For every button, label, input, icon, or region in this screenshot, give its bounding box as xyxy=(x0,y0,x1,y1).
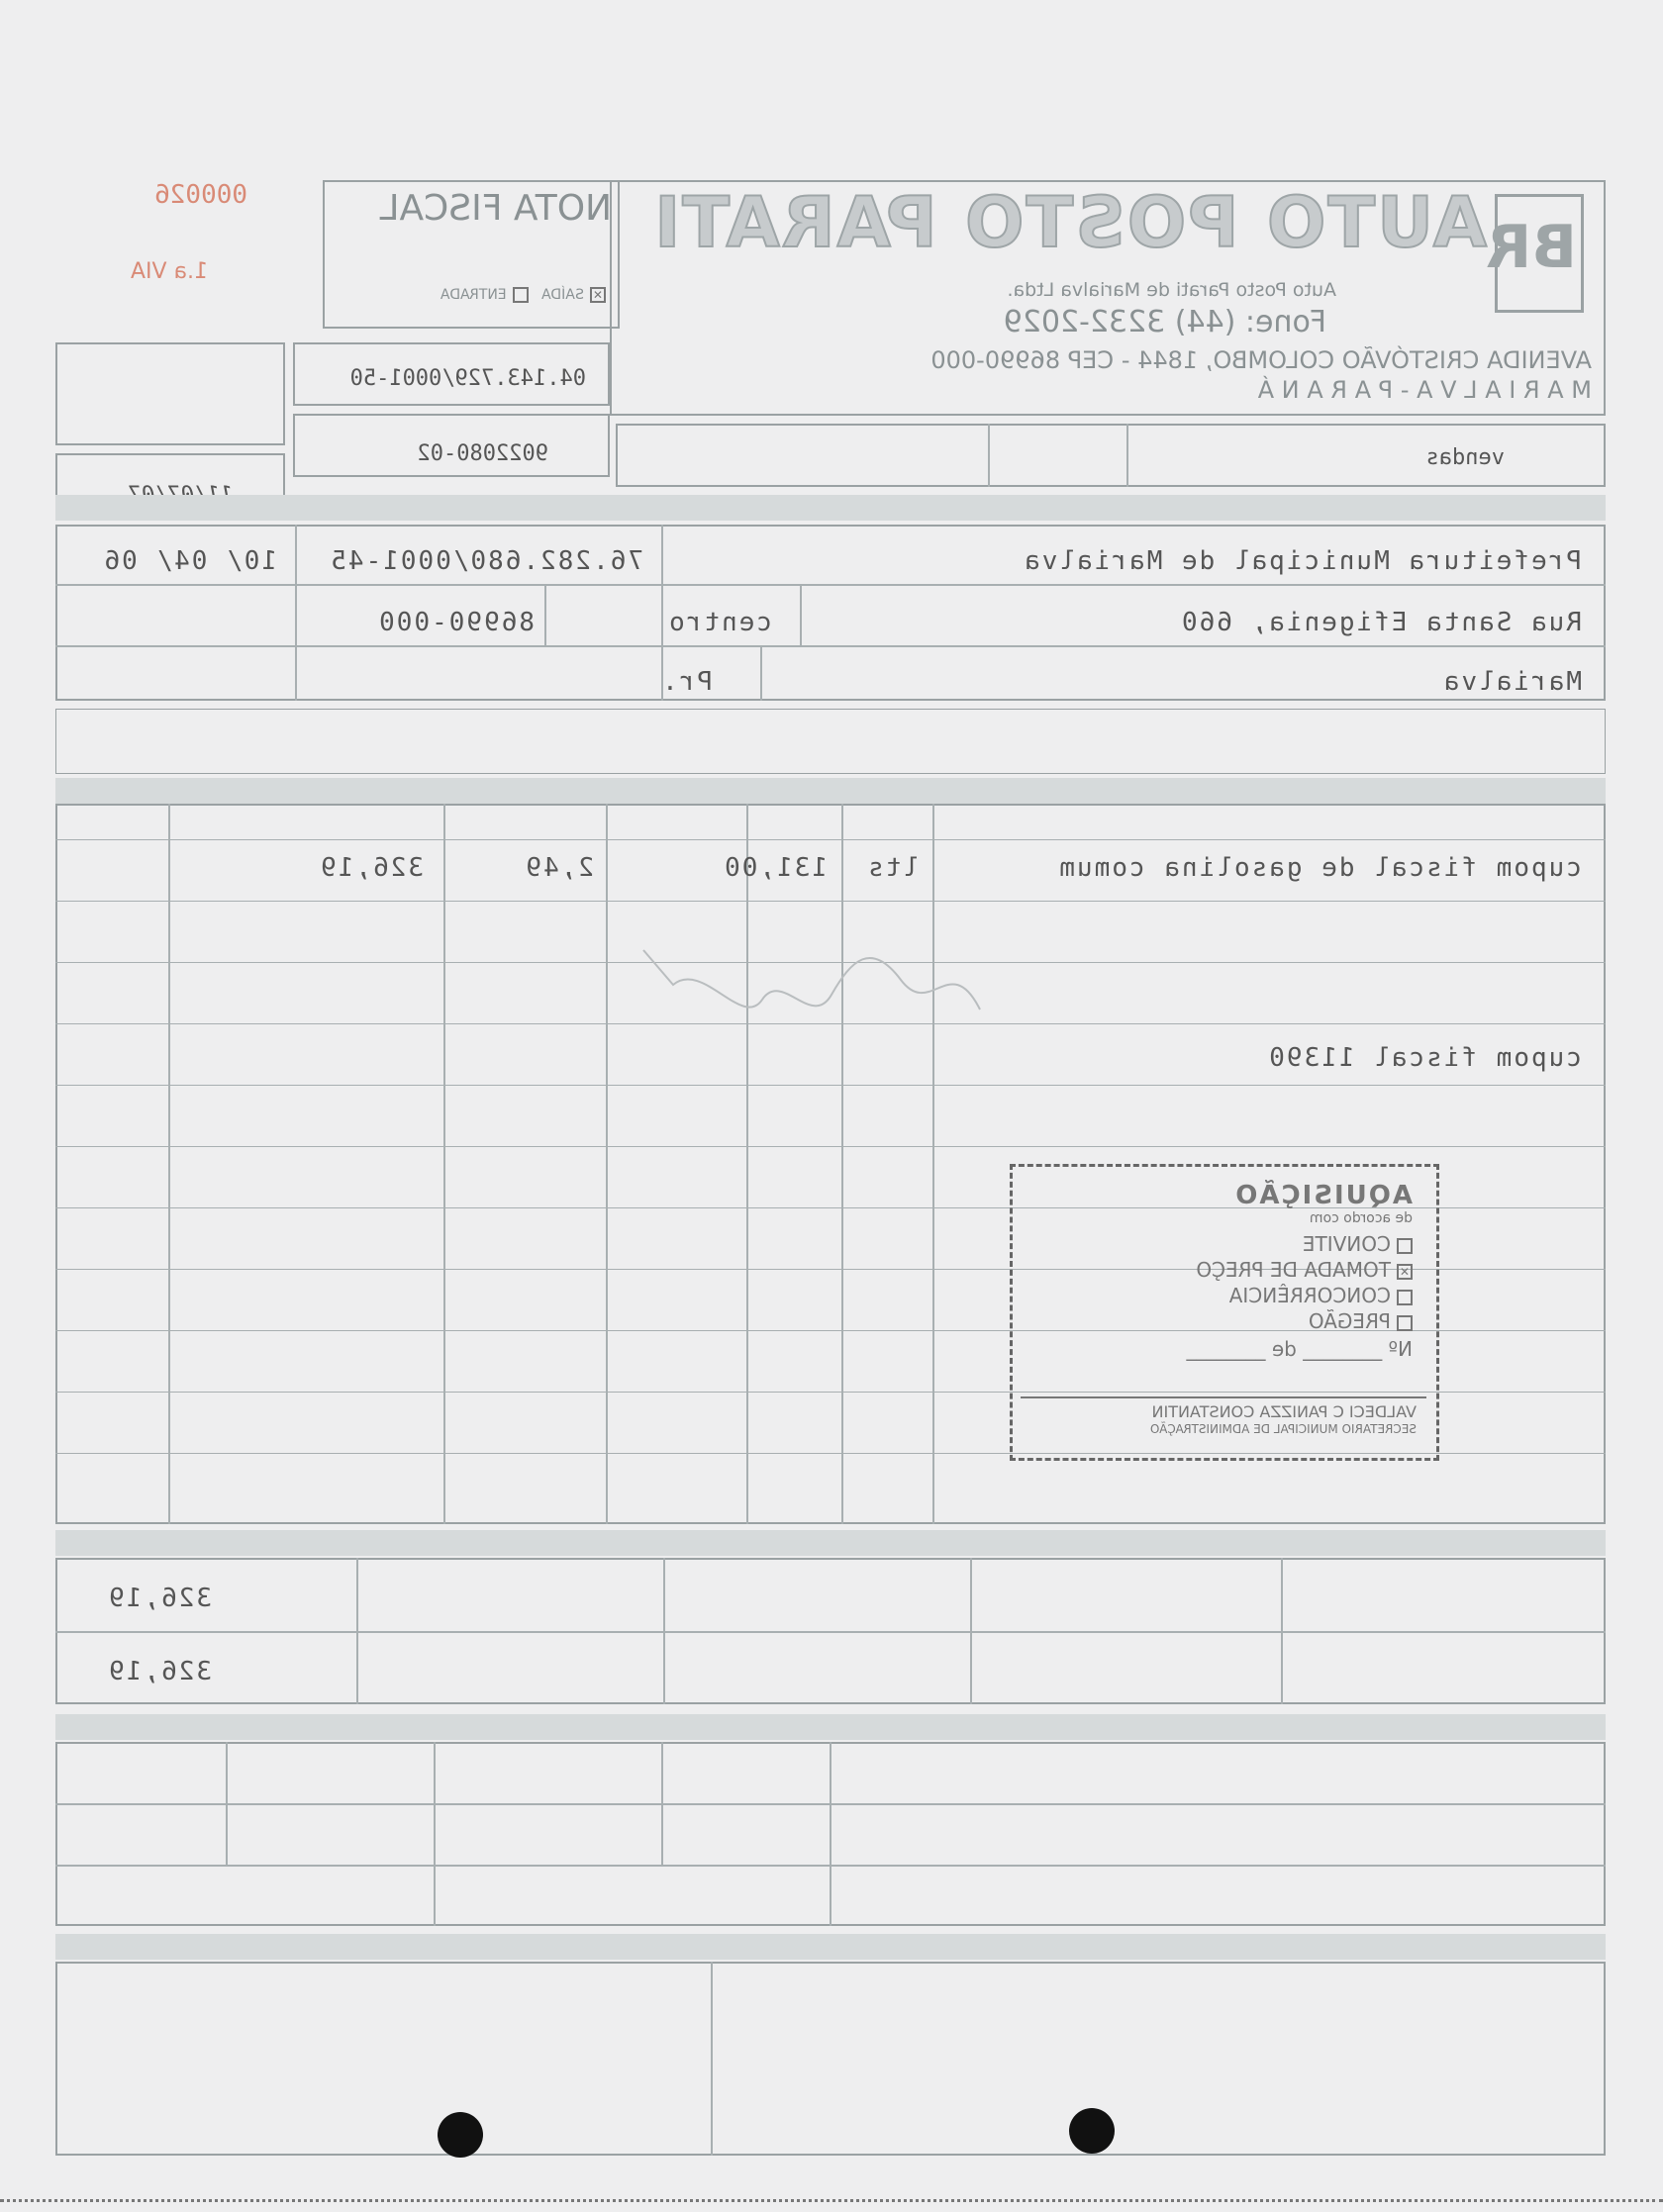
item-descricao: cupom fiscal 11390 xyxy=(1267,1043,1582,1073)
convite-checkbox[interactable] xyxy=(1397,1238,1413,1254)
item-valor-total: 326,19 xyxy=(319,853,424,883)
pregao-checkbox[interactable] xyxy=(1397,1315,1413,1331)
destinatario-endereco: Rua Santa Efigenia, 660 xyxy=(1179,608,1582,637)
company-address: AVENIDA CRISTÓVÃO COLOMBO, 1844 - CEP 86990-000 xyxy=(930,346,1592,374)
transportador-bar xyxy=(55,1714,1606,1740)
entrada-label: ENTRADA xyxy=(440,287,507,303)
tomada-preco-checkbox[interactable] xyxy=(1397,1264,1413,1280)
cnpj-emitente: 04.143.729/0001-50 xyxy=(349,366,586,391)
nota-via: 1.a VIA xyxy=(130,259,208,284)
destinatario-cnpj: 76.282.680/0001-45 xyxy=(329,546,643,576)
company-phone: Fone: (44) 3232-2029 xyxy=(1003,305,1326,339)
destinatario-bar xyxy=(55,495,1606,521)
stamp-option: CONVITE xyxy=(1303,1232,1413,1256)
destinatario-nome: Prefeitura Municipal de Marialva xyxy=(1023,546,1582,576)
company-name: AUTO POSTO PARATI xyxy=(652,182,1487,263)
nota-number: 000026 xyxy=(154,180,247,210)
company-legal-name: Auto Posto Parati de Marialva Ltda. xyxy=(1007,279,1336,301)
company-city: M A R I A L V A - P A R A N Á xyxy=(1257,376,1592,404)
stamp-option: CONCORRÊNCIA xyxy=(1229,1284,1413,1307)
item-quantidade: 131,00 xyxy=(723,853,828,883)
stamp-signer-role: SECRETARIO MUNICIPAL DE ADMINISTRAÇÃO xyxy=(1149,1422,1417,1436)
item-valor-unitario: 2,49 xyxy=(524,853,594,883)
dados-adicionais-bar xyxy=(55,1934,1606,1960)
stamp-numero: Nº ________ de ________ xyxy=(1186,1337,1413,1361)
entrada-checkbox[interactable] xyxy=(513,287,529,303)
stamp-option: ✕TOMADA DE PREÇO xyxy=(1196,1258,1413,1282)
stamp-title: AQUISIÇÃO xyxy=(1233,1181,1413,1210)
br-logo-box xyxy=(1486,194,1584,313)
saida-checkbox[interactable] xyxy=(590,287,606,303)
authorization-box xyxy=(55,342,285,445)
natureza-operacao: vendas xyxy=(1425,445,1505,470)
br-logo: BR xyxy=(1486,213,1577,282)
perforation-line xyxy=(0,2199,1663,2202)
punch-hole-right xyxy=(1069,2108,1115,2154)
stamp-subtitle: de acordo com xyxy=(1309,1210,1413,1226)
saida-label: SAÍDA xyxy=(541,287,584,303)
destinatario-municipio: Marialva xyxy=(1441,667,1582,697)
destinatario-uf: Pr. xyxy=(660,667,713,697)
fatura-box xyxy=(55,709,1606,774)
destinatario-bairro: centro xyxy=(667,608,772,637)
saida-entrada-flags xyxy=(440,287,606,303)
stamp-signer: VALDECI C PANIZZA CONSTANTIN xyxy=(1151,1402,1417,1421)
valor-total-nota: 326,19 xyxy=(107,1657,212,1686)
destinatario-cep: 86990-000 xyxy=(377,608,535,637)
inscricao-estadual: 9022080-02 xyxy=(417,441,548,466)
stamp-option: PREGÃO xyxy=(1309,1309,1413,1333)
valor-total-produtos: 326,19 xyxy=(107,1584,212,1613)
aquisicao-stamp xyxy=(1010,1164,1439,1461)
totais-bar xyxy=(55,1530,1606,1556)
nota-fiscal-title: NOTA FISCAL xyxy=(379,188,612,229)
data-emissao: 10/ 04/ 06 xyxy=(102,546,277,576)
item-unidade: lts xyxy=(866,853,919,883)
handwritten-signature xyxy=(634,940,990,1029)
items-bar xyxy=(55,778,1606,804)
punch-hole-left xyxy=(438,2112,483,2158)
item-descricao: cupom fiscal de gasolina comum xyxy=(1057,853,1582,883)
dados-adicionais-box xyxy=(55,1962,1606,2156)
concorrencia-checkbox[interactable] xyxy=(1397,1290,1413,1305)
